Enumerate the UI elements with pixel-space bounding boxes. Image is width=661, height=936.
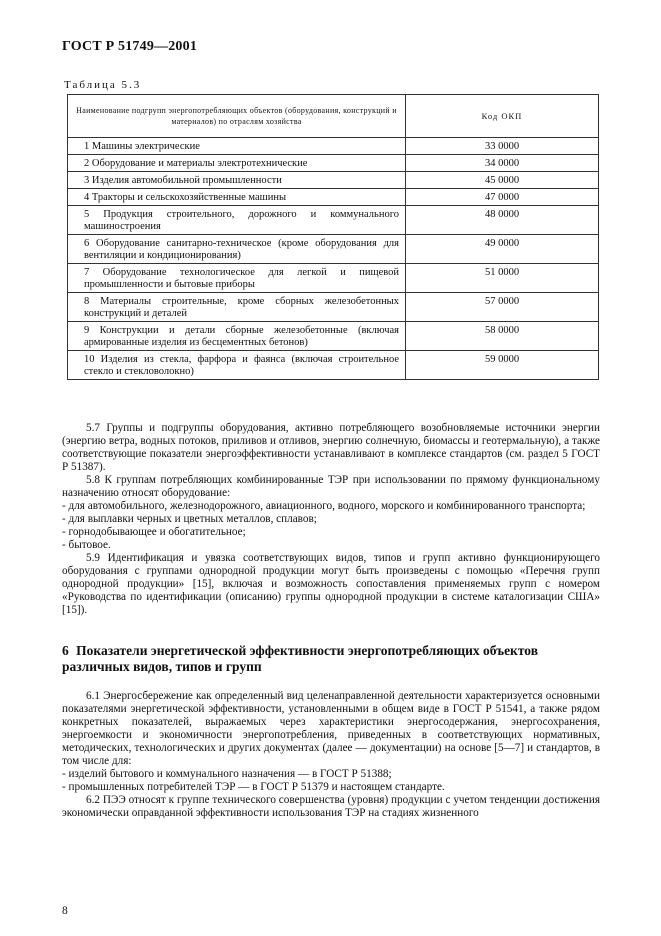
row-code: 34 0000 bbox=[406, 155, 599, 172]
table-row bbox=[68, 189, 599, 206]
paragraph-6-2: 6.2 ПЭЭ относят к группе технического совершенства (уровня) продукции с учетом тенденции достижения экономически оправданной эффективности использования ТЭР на стадиях жизненного bbox=[62, 794, 600, 819]
row-name-text: 6 Оборудование санитарно-техническое (кроме оборудования для вентиляции и кондиционирования) bbox=[84, 238, 399, 261]
row-name bbox=[68, 235, 406, 264]
table-row bbox=[68, 293, 599, 322]
row-name-text: 10 Изделия из стекла, фарфора и фаянса (включая строительное стекло и стекловолокно) bbox=[84, 354, 399, 377]
column-header-code: Код ОКП bbox=[406, 95, 599, 138]
list-item: - бытовое. bbox=[62, 539, 111, 551]
row-code: 48 0000 bbox=[406, 206, 599, 235]
table-row bbox=[68, 206, 599, 235]
row-name bbox=[68, 155, 406, 172]
row-code: 47 0000 bbox=[406, 189, 599, 206]
row-name-text: 1 Машины электрические bbox=[84, 141, 200, 152]
row-name bbox=[68, 138, 406, 155]
paragraph-5-8: 5.8 К группам потребляющих комбинированные ТЭР при использовании по прямому функциональному назначению относят оборудование: bbox=[62, 474, 600, 499]
row-code: 57 0000 bbox=[406, 293, 599, 322]
document-code: ГОСТ Р 51749—2001 bbox=[62, 39, 198, 54]
list-item: - изделий бытового и коммунального назначения — в ГОСТ Р 51388; bbox=[62, 768, 392, 780]
row-name-text: 8 Материалы строительные, кроме сборных железобетонных конструкций и деталей bbox=[84, 296, 399, 319]
row-name bbox=[68, 322, 406, 351]
row-code: 58 0000 bbox=[406, 322, 599, 351]
paragraph-5-9: 5.9 Идентификация и увязка соответствующих видов, типов и групп активно функционирующего оборудования с группами однородной продукции могут быть произведены с помощью «Перечня групп однородной продукции» [15], включая и возможность сопоставления применяемых групп с номером «Руководства по идентификации (описанию) группы однородной продукции в системе каталогизации США» [15]). bbox=[62, 552, 600, 616]
row-name-text: 4 Тракторы и сельскохозяйственные машины bbox=[84, 192, 287, 203]
table-caption: Таблица 5.3 bbox=[64, 79, 142, 91]
section-6-heading bbox=[62, 643, 600, 675]
row-name bbox=[68, 206, 406, 235]
section-6-text bbox=[62, 690, 600, 820]
paragraph-6-1: 6.1 Энергосбережение как определенный вид целенаправленной деятельности характеризуется основными показателями энергетической эффективности, установленными в общем виде в ГОСТ Р 51541, а также рядом конкретных показателей, выражаемых через характеристики энергосодержания, энергосохранения, энергоемкости и экономичности энергопотребления, приведенных в соответствующих нормативных, методических, технологических и других документах (далее — документации) на основе [5—7] и стандартов, в том числе для: bbox=[62, 690, 600, 767]
table-row bbox=[68, 138, 599, 155]
table-row bbox=[68, 351, 599, 380]
row-name bbox=[68, 172, 406, 189]
column-header-name: Наименование подгрупп энергопотребляющих объектов (оборудования, конструкций и материалов) по отраслям хозяйства bbox=[68, 95, 406, 138]
table-row bbox=[68, 322, 599, 351]
row-code: 59 0000 bbox=[406, 351, 599, 380]
list-item: - для автомобильного, железнодорожного, авиационного, водного, морского и комбинированного транспорта; bbox=[62, 500, 586, 512]
row-name bbox=[68, 264, 406, 293]
table-row bbox=[68, 155, 599, 172]
list-item: - для выплавки черных и цветных металлов, сплавов; bbox=[62, 513, 317, 525]
okp-codes-table bbox=[67, 94, 599, 380]
table-row bbox=[68, 264, 599, 293]
row-code: 33 0000 bbox=[406, 138, 599, 155]
row-code: 49 0000 bbox=[406, 235, 599, 264]
row-name-text: 5 Продукция строительного, дорожного и коммунального машиностроения bbox=[84, 209, 399, 232]
list-item: - горнодобывающее и обогатительное; bbox=[62, 526, 246, 538]
section-number: 6 bbox=[62, 643, 69, 658]
row-name bbox=[68, 189, 406, 206]
section-title: Показатели энергетической эффективности энергопотребляющих объектов различных видов, типов и групп bbox=[62, 643, 538, 674]
row-name-text: 2 Оборудование и материалы электротехнические bbox=[84, 158, 308, 169]
page-number: 8 bbox=[62, 905, 68, 917]
row-name-text: 3 Изделия автомобильной промышленности bbox=[84, 175, 282, 186]
list-item: - промышленных потребителей ТЭР — в ГОСТ Р 51379 и настоящем стандарте. bbox=[62, 781, 445, 793]
paragraph-5-7: 5.7 Группы и подгруппы оборудования, активно потребляющего возобновляемые источники энергии (энергию ветра, водных потоков, приливов и отливов, энергию солнечную, биомассы и геотермальную), а также соответствующие показатели энергоэффективности устанавливают в комплексе стандартов (см. раздел 5 ГОСТ Р 51387). bbox=[62, 422, 600, 473]
row-name bbox=[68, 293, 406, 322]
row-name bbox=[68, 351, 406, 380]
row-name-text: 9 Конструкции и детали сборные железобетонные (включая армированные изделия из бесцементных бетонов) bbox=[84, 325, 399, 348]
table-row bbox=[68, 172, 599, 189]
table-header-row bbox=[68, 95, 599, 138]
row-name-text: 7 Оборудование технологическое для легкой и пищевой промышленности и бытовые приборы bbox=[84, 267, 399, 290]
section-5-text bbox=[62, 422, 600, 617]
table-row bbox=[68, 235, 599, 264]
row-code: 45 0000 bbox=[406, 172, 599, 189]
row-code: 51 0000 bbox=[406, 264, 599, 293]
